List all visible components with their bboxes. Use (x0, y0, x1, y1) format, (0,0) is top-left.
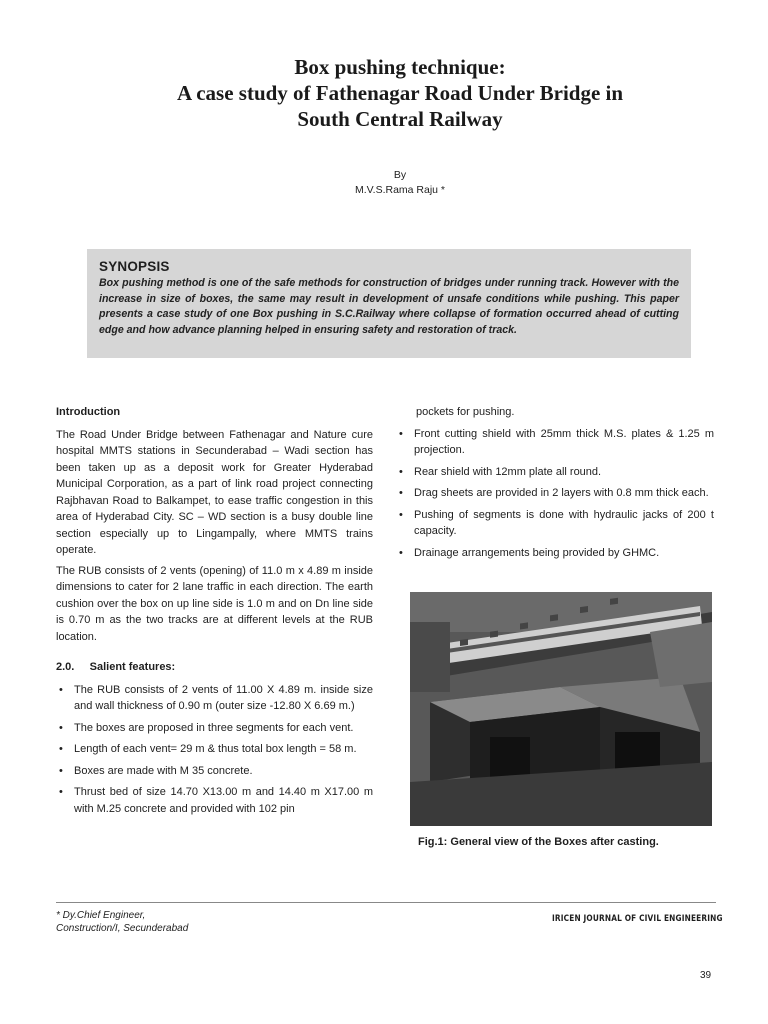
list-item: • The boxes are proposed in three segments for each vent. (56, 720, 373, 737)
title-line-1: Box pushing technique: (294, 55, 506, 79)
page-number: 39 (700, 970, 712, 981)
synopsis-box (87, 249, 691, 358)
list-item: • Drainage arrangements being provided by GHMC. (396, 545, 714, 562)
construction-site-photo (410, 592, 712, 826)
list-item: • Length of each vent= 29 m & thus total box length = 58 m. (56, 741, 373, 758)
list-item: • Front cutting shield with 25mm thick M.S. plates & 1.25 m projection. (396, 426, 714, 459)
salient-list (56, 682, 373, 818)
paper-title (100, 54, 700, 132)
list-item: • Drag sheets are provided in 2 layers with 0.8 mm thick each. (396, 485, 714, 502)
list-item: • Pushing of segments is done with hydraulic jacks of 200 t capacity. (396, 507, 714, 540)
title-line-2: A case study of Fathenagar Road Under Bridge in (176, 81, 624, 105)
left-column (56, 404, 373, 822)
title-line-3: South Central Railway (297, 107, 503, 131)
list-item: • Boxes are made with M 35 concrete. (56, 763, 373, 780)
intro-paragraph-2: The RUB consists of 2 vents (opening) of 11.0 m x 4.89 m inside dimensions to cater for 2 lane traffic in each direction. The earth cushion over the box on up line side is 1.0 m and on Dn line side is 0.70 m as the two tracks are at different levels at the RUB location. (56, 564, 373, 643)
list-item: • Rear shield with 12mm plate all round. (396, 464, 714, 481)
list-continuation: pockets for pushing. (416, 406, 515, 418)
figure-caption: Fig.1: General view of the Boxes after casting. (418, 836, 659, 848)
synopsis-heading: SYNOPSIS (99, 259, 170, 274)
journal-name: IRICEN JOURNAL OF CIVIL ENGINEERING (552, 914, 723, 924)
footnote (56, 909, 188, 935)
byline-by: By (393, 169, 407, 181)
intro-paragraph-1: The Road Under Bridge between Fathenagar and Nature cure hospital MMTS stations in Secunderabad – Wadi section has been taken up as a deposit work for Greater Hyderabad Municipal Corporation, as a part of link road project connecting Rajbhavan Road to Balkampet, to ease traffic congestion in this area of Hyderabad City. SC – WD section is a busy double line section especially up to Lingampally, where MMTS trains operate. (56, 428, 373, 556)
salient-heading: 2.0. Salient features: (56, 661, 176, 673)
figure-photo (410, 592, 712, 826)
list-item: • The RUB consists of 2 vents of 11.00 X 4.89 m. inside size and wall thickness of 0.90 m (outer size -12.80 X 6.69 m.) (56, 682, 373, 715)
footnote-line-2: Construction/I, Secunderabad (56, 923, 189, 934)
footer-divider (56, 902, 716, 903)
synopsis-text: Box pushing method is one of the safe methods for construction of bridges under running track. However with the increase in size of boxes, the same may result in development of unsafe conditions while pushing. This paper presents a case study of one Box pushing in S.C.Railway where collapse of formation occurred ahead of cutting edge and how advance planning helped in ensuring safety and restoration of track. (99, 277, 679, 336)
list-item: • Thrust bed of size 14.70 X13.00 m and 14.40 m X17.00 m with M.25 concrete and provided with 102 pin (56, 784, 373, 817)
salient-list-continued (396, 426, 714, 562)
right-column (396, 404, 714, 566)
footnote-line-1: * Dy.Chief Engineer, (56, 910, 146, 921)
byline (240, 168, 560, 198)
intro-heading: Introduction (56, 406, 121, 418)
author-name: M.V.S.Rama Raju * (354, 184, 446, 196)
